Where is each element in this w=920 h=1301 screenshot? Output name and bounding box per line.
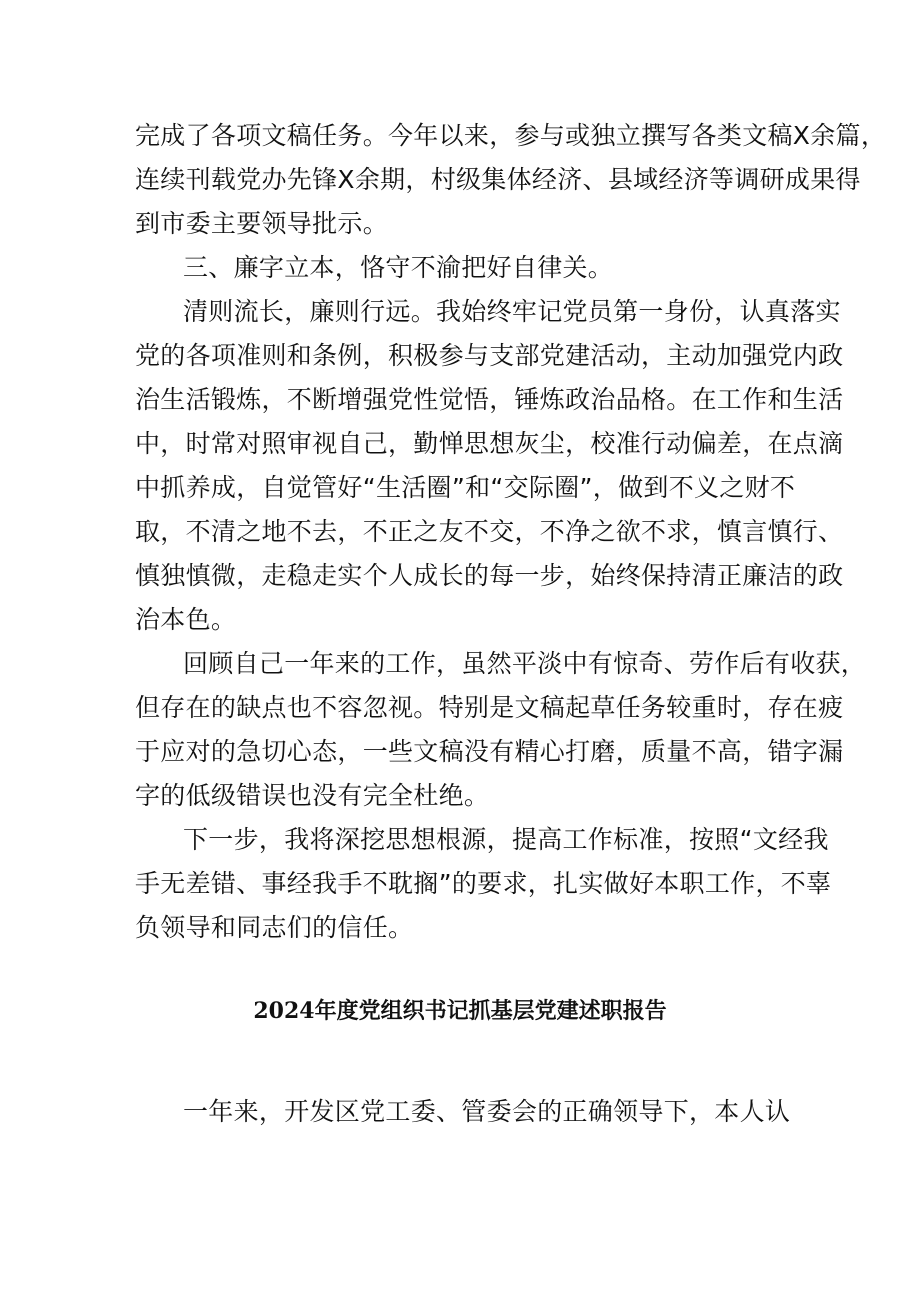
paragraph-line: 中抓养成，自觉管好“生活圈”和“交际圈”，做到不义之财不 — [135, 473, 796, 502]
paragraph-line: 中，时常对照审视自己，勤惮思想灰尘，校准行动偏差，在点滴 — [135, 429, 844, 458]
paragraph-line: 手无差错、事经我手不耽搁”的要求，扎实做好本职工作，不辜 — [135, 869, 832, 898]
section-heading: 三、廉字立本，恪守不渝把好自律关。 — [183, 253, 614, 282]
paragraph-line: 清则流长，廉则行远。我始终牢记党员第一身份，认真落实 — [183, 297, 841, 326]
paragraph-line: 取，不清之地不去，不正之友不交，不净之欲不求，慎言慎行、 — [135, 517, 844, 546]
report-title: 2024年度党组织书记抓基层党建述职报告 — [253, 998, 667, 1024]
paragraph-line: 连续刊载党办先锋X余期，村级集体经济、县域经济等调研成果得 — [135, 165, 861, 194]
paragraph-line: 慎独慎微，走稳走实个人成长的每一步，始终保持清正廉洁的政 — [135, 561, 844, 590]
paragraph-line: 负领导和同志们的信任。 — [135, 913, 414, 942]
paragraph-line: 治本色。 — [135, 605, 237, 634]
paragraph-line: 但存在的缺点也不容忽视。特别是文稿起草任务较重时，存在疲 — [135, 693, 844, 722]
paragraph-line: 下一步，我将深挖思想根源，提高工作标准，按照“文经我 — [183, 825, 829, 854]
paragraph-line: 于应对的急切心态，一些文稿没有精心打磨，质量不高，错字漏 — [135, 737, 844, 766]
paragraph-line: 完成了各项文稿任务。今年以来，参与或独立撰写各类文稿X余篇， — [135, 121, 887, 150]
paragraph-line: 到市委主要领导批示。 — [135, 209, 389, 238]
report-opening-line: 一年来，开发区党工委、管委会的正确领导下，本人认 — [183, 1097, 791, 1126]
paragraph-line: 字的低级错误也没有完全杜绝。 — [135, 781, 490, 810]
paragraph-line: 治生活锻炼，不断增强党性觉悟，锤炼政治品格。在工作和生活 — [135, 385, 844, 414]
paragraph-line: 回顾自己一年来的工作，虽然平淡中有惊奇、劳作后有收获， — [183, 649, 867, 678]
paragraph-line: 党的各项准则和条例，积极参与支部党建活动，主动加强党内政 — [135, 341, 844, 370]
